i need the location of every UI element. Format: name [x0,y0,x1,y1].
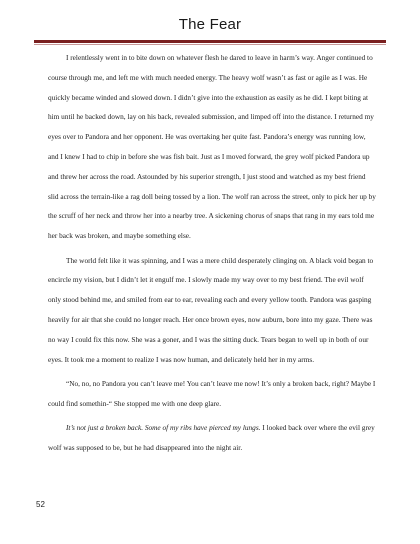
running-head-title: The Fear [178,16,242,33]
paragraph-2: The world felt like it was spinning, and I was a mere child desperately clinging on. A black void began to encircle my vision, but I didn’t let it engulf me. I slowly made my way over to my best friend. The evil wolf only stood behind me, and smiled from ear to ear, revealing each and every yellow tooth. Pandora was gasping heavily for air that she could no longer reach. Her once brown eyes, now auburn, bore into my gaze. There was no way I could fix this now. She was a goner, and I was the sitting duck. Tears began to well up in both of our eyes. It took me a moment to realize I was now human, and delicately held her in my arms. [48,255,374,364]
paragraph-3: “No, no, no Pandora you can’t leave me! You can’t leave me now! It’s only a broken back, right? Maybe I could find somethin-“ She stopped me with one deep glare. [48,378,376,408]
paragraph-1: I relentlessly went in to bite down on whatever flesh he dared to leave in harm’s way. Anger continued to course through me, and left me with much needed energy. The heavy wolf wasn’t as fast or agile as I was. He quickly became winded and slowed down. I didn’t give into the exhaustion as easily as he did. I kept biting at him until he backed down, lay on his back, revealed submission, and limped off into the distance. I returned my eyes over to Pandora and her opponent. He was overtaking her quite fast. Pandora’s energy was running low, and I knew I had to chip in before she was fish bait. Just as I moved forward, the grey wolf picked Pandora up and threw her across the road. Astounded by his superior strength, I just stood and watched as my best friend slid across the terrain-like a rag doll being tossed by a lion. The wolf ran across the street, only to pick her up by the scruff of her neck and throw her into a nearby tree. A sickening chorus of snaps that rang in my ears told me her back was broken, and maybe something else. [48,53,376,241]
body-text [48,48,376,462]
paragraph-4-text: I looked back over where the evil grey wolf was supposed to be, but he had disappeared into the night air. [48,423,375,452]
header-rule [34,40,386,43]
paragraph-4 [48,418,376,458]
page-number: 52 [36,500,45,509]
italic-thought: It’s not just a broken back. Some of my ribs have pierced my lungs. [66,423,261,433]
header-rule-thin [34,44,386,45]
